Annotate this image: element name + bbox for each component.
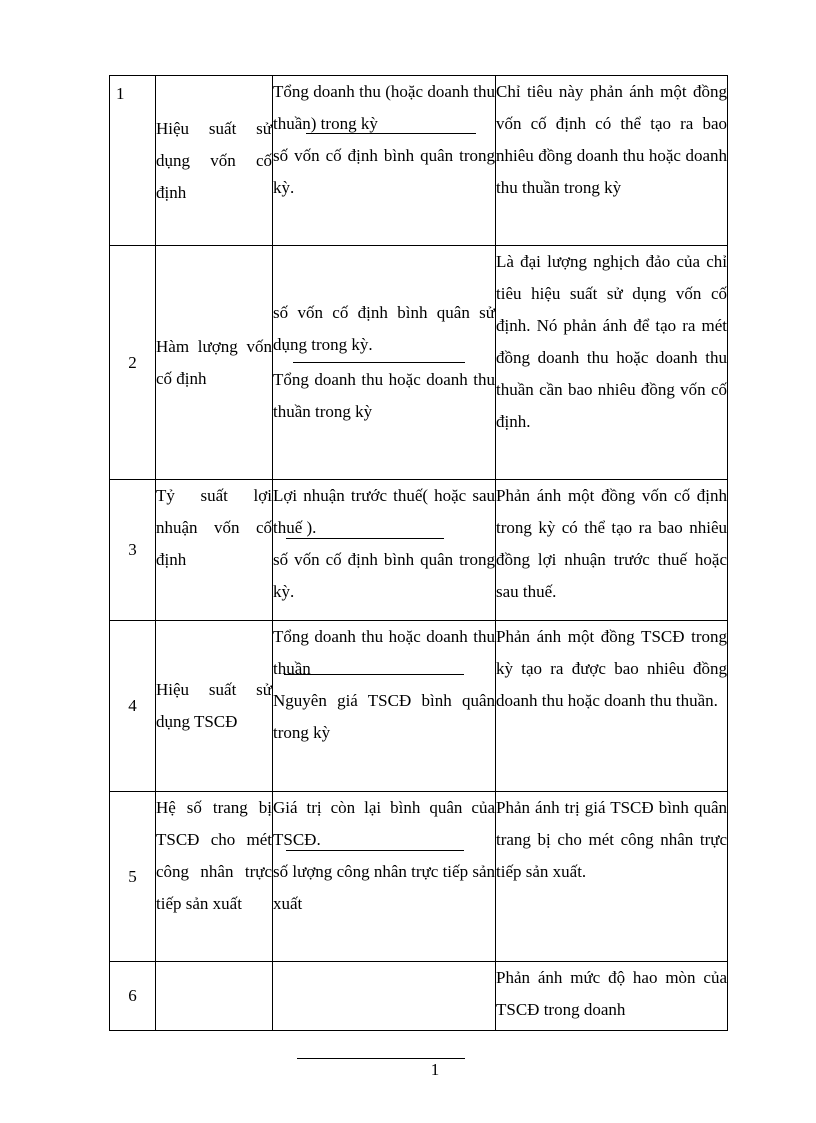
table-row — [110, 246, 728, 480]
meaning-cell: Phản ánh trị giá TSCĐ bình quân trang bị cho mét công nhân trực tiếp sản xuất. — [496, 792, 728, 962]
fraction-bar — [293, 362, 465, 363]
fraction-bar — [306, 133, 476, 134]
formula-denominator: số vốn cố định bình quân trong kỳ. — [273, 550, 495, 601]
meaning-cell: Phản ánh một đồng TSCĐ trong kỳ tạo ra được bao nhiêu đồng doanh thu hoặc doanh thu thuần. — [496, 621, 728, 792]
formula-numerator: Lợi nhuận trước thuế( hoặc sau thuế ). — [273, 486, 495, 537]
formula-cell — [273, 480, 496, 621]
fraction-bar — [286, 850, 464, 851]
table-row — [110, 962, 728, 1031]
page-number: 1 — [430, 1060, 440, 1079]
row-number-cell — [110, 246, 156, 480]
formula-cell — [273, 962, 496, 1031]
table-row — [110, 621, 728, 792]
meaning-cell: Chỉ tiêu này phản ánh một đồng vốn cố định có thể tạo ra bao nhiêu đồng doanh thu hoặc doanh thu thuần trong kỳ — [496, 76, 728, 246]
fraction-bar — [286, 538, 444, 539]
formula-cell — [273, 76, 496, 246]
row-number: 5 — [128, 866, 137, 886]
formula-cell — [273, 246, 496, 480]
row-number: 1 — [116, 84, 125, 103]
formula-denominator: Nguyên giá TSCĐ bình quân trong kỳ — [273, 691, 495, 742]
formula-denominator: Tổng doanh thu hoặc doanh thu thuần trong kỳ — [273, 370, 495, 421]
table-row — [110, 76, 728, 246]
formula-cell — [273, 621, 496, 792]
indicator-name: Hệ số trang bị TSCĐ cho mét công nhân trực tiếp sản xuất — [156, 792, 273, 962]
formula-numerator: Giá trị còn lại bình quân của TSCĐ. — [273, 798, 495, 849]
formula-denominator: số vốn cố định bình quân trong kỳ. — [273, 146, 495, 197]
meaning-cell: Phản ánh một đồng vốn cố định trong kỳ có thể tạo ra bao nhiêu đồng lợi nhuận trước thuế hoặc sau thuế. — [496, 480, 728, 621]
row-number: 2 — [128, 352, 137, 372]
row-number: 4 — [128, 696, 137, 715]
indicator-name — [156, 962, 273, 1031]
row-number: 6 — [128, 986, 137, 1005]
row-number-cell — [110, 480, 156, 621]
meaning-cell: Phản ánh mức độ hao mòn của TSCĐ trong doanh — [496, 962, 728, 1031]
row-number: 3 — [128, 540, 137, 559]
row-number-cell — [110, 792, 156, 962]
row-number-cell — [110, 962, 156, 1031]
formula-numerator: Tổng doanh thu hoặc doanh thu thuần — [273, 627, 495, 678]
table-row — [110, 792, 728, 962]
row-number-cell — [110, 621, 156, 792]
meaning-cell: Là đại lượng nghịch đảo của chỉ tiêu hiệu suất sử dụng vốn cố định. Nó phản ánh để tạo ra mét đồng doanh thu hoặc doanh thu thuần cần bao nhiêu đồng vốn cố định. — [496, 246, 728, 480]
formula-cell — [273, 792, 496, 962]
formula-numerator: Tổng doanh thu (hoặc doanh thu thuần) trong kỳ — [273, 82, 495, 133]
footer-separator — [297, 1058, 465, 1059]
indicator-name: Tỷ suất lợi nhuận vốn cố định — [156, 480, 273, 621]
indicator-table — [109, 75, 728, 1031]
indicator-name: Hiệu suất sử dụng TSCĐ — [156, 621, 273, 792]
indicator-name: Hiệu suất sử dụng vốn cố định — [156, 76, 273, 246]
row-number-cell — [110, 76, 156, 246]
fraction-bar — [284, 674, 464, 675]
table-row — [110, 480, 728, 621]
indicator-name: Hàm lượng vốn cố định — [156, 246, 273, 480]
formula-denominator: số lượng công nhân trực tiếp sản xuất — [273, 862, 495, 913]
formula-numerator: số vốn cố định bình quân sử dụng trong kỳ. — [273, 303, 495, 354]
